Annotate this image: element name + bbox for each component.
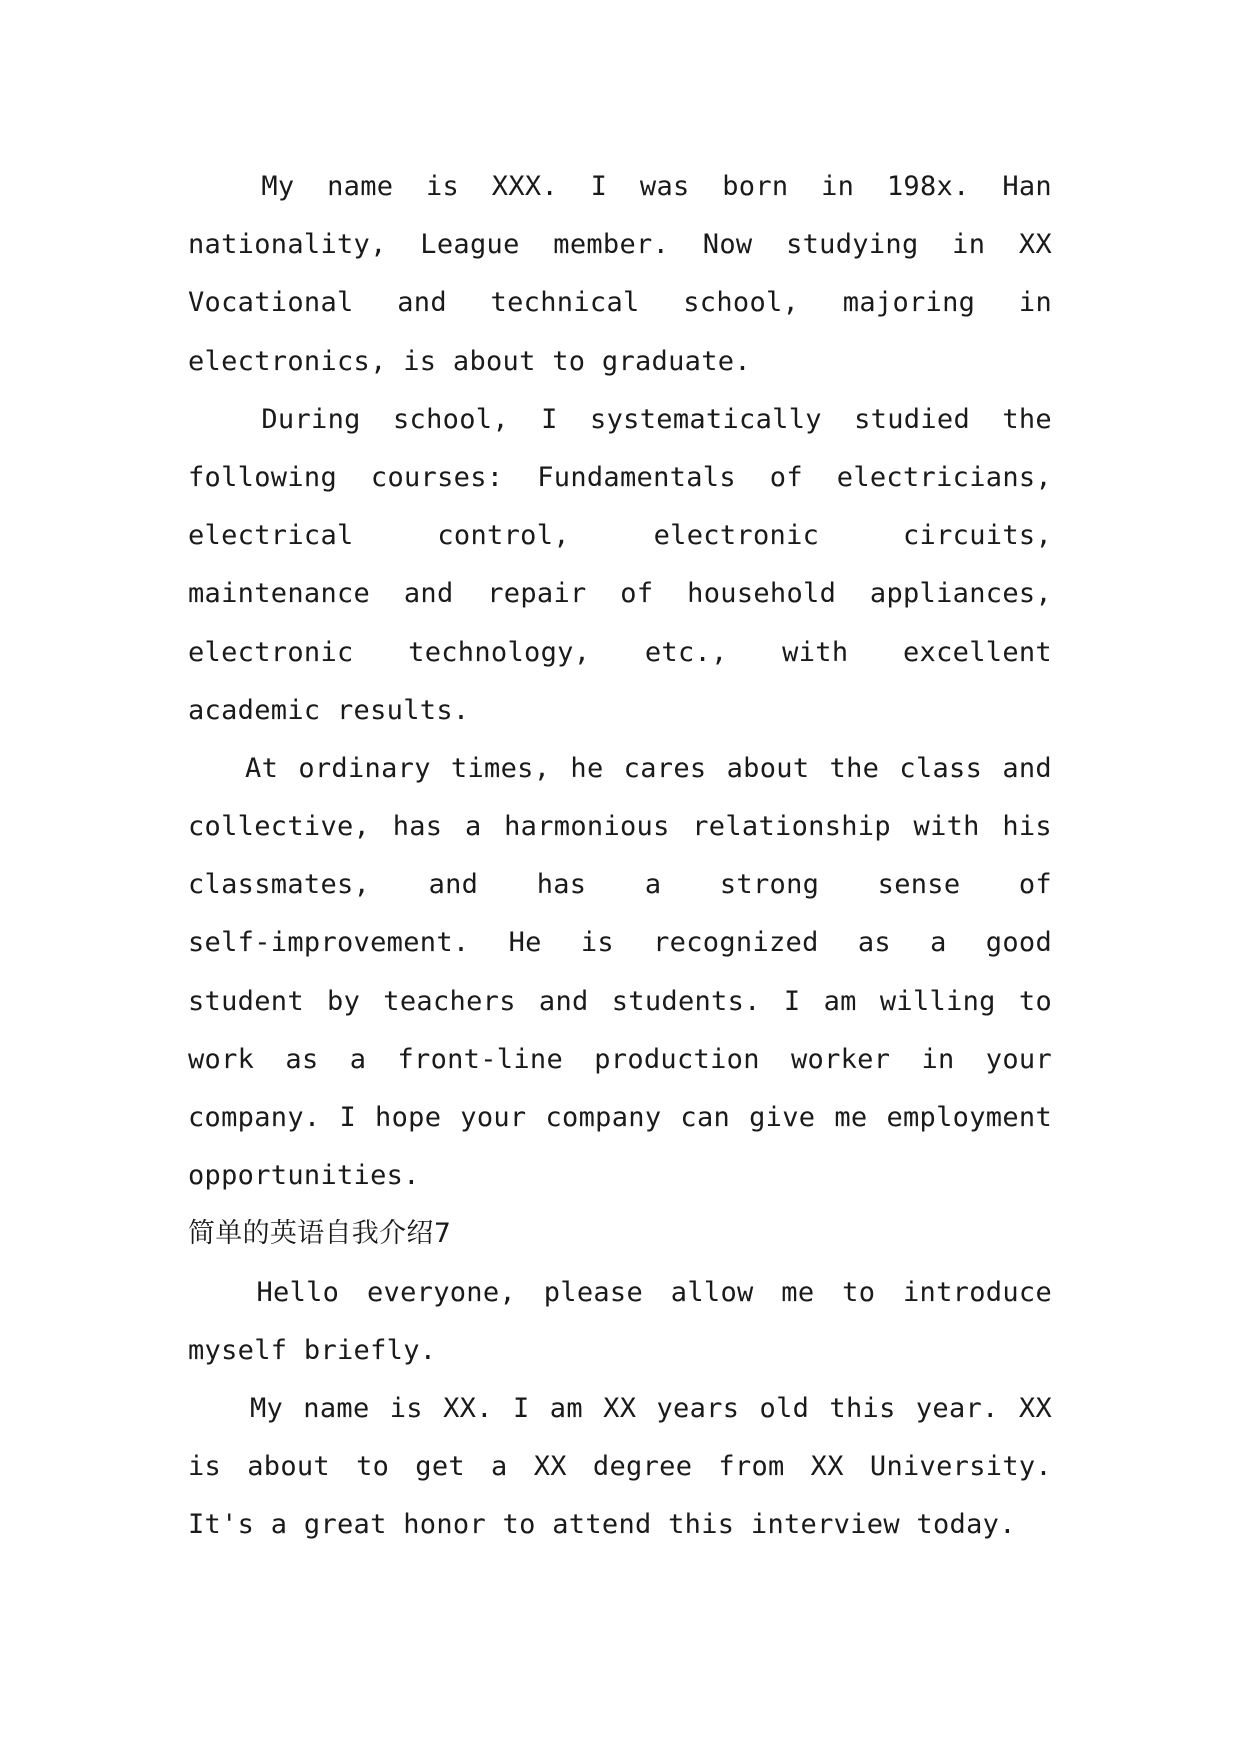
paragraph: [188, 158, 1052, 391]
text-line: electronic technology, etc., with excellent: [188, 636, 1052, 668]
text-line: At ordinary times, he cares about the class and: [245, 752, 1052, 784]
text-line: opportunities.: [188, 1160, 420, 1192]
text-line: Hello everyone, please allow me to introduce: [256, 1276, 1052, 1308]
text-line: academic results.: [188, 694, 470, 726]
text-line: classmates, and has a strong sense of: [188, 869, 1052, 901]
text-line: During school, I systematically studied the: [261, 403, 1052, 435]
text-line: following courses: Fundamentals of electricians,: [188, 461, 1052, 493]
paragraph: [188, 1264, 1052, 1380]
text-line: nationality, League member. Now studying in XX: [188, 229, 1052, 261]
text-line: Vocational and technical school, majoring in: [188, 287, 1052, 319]
text-line: My name is XX. I am XX years old this year. XX: [249, 1392, 1052, 1424]
text-line: electrical control, electronic circuits,: [188, 520, 1052, 552]
text-line: maintenance and repair of household appliances,: [188, 578, 1052, 610]
paragraph: [188, 1380, 1052, 1555]
text-line: company. I hope your company can give me employment: [188, 1102, 1052, 1133]
section-heading: [188, 1205, 1052, 1263]
paragraph: [188, 740, 1052, 1206]
text-line: My name is XXX. I was born in 198x. Han: [261, 171, 1052, 202]
text-line: It's a great honor to attend this interview today.: [188, 1509, 1016, 1541]
document-body: [188, 158, 1052, 1555]
text-line: myself briefly.: [188, 1334, 437, 1366]
text-line: self-improvement. He is recognized as a good: [188, 927, 1052, 959]
paragraph: [188, 391, 1052, 740]
text-line: electronics, is about to graduate.: [188, 345, 751, 377]
text-line: student by teachers and students. I am willing to: [188, 985, 1052, 1017]
text-line: is about to get a XX degree from XX University.: [188, 1451, 1052, 1483]
heading-text: 简单的英语自我介绍7: [188, 1218, 452, 1250]
text-line: work as a front-line production worker in your: [188, 1043, 1052, 1075]
text-line: collective, has a harmonious relationship with his: [188, 811, 1052, 843]
